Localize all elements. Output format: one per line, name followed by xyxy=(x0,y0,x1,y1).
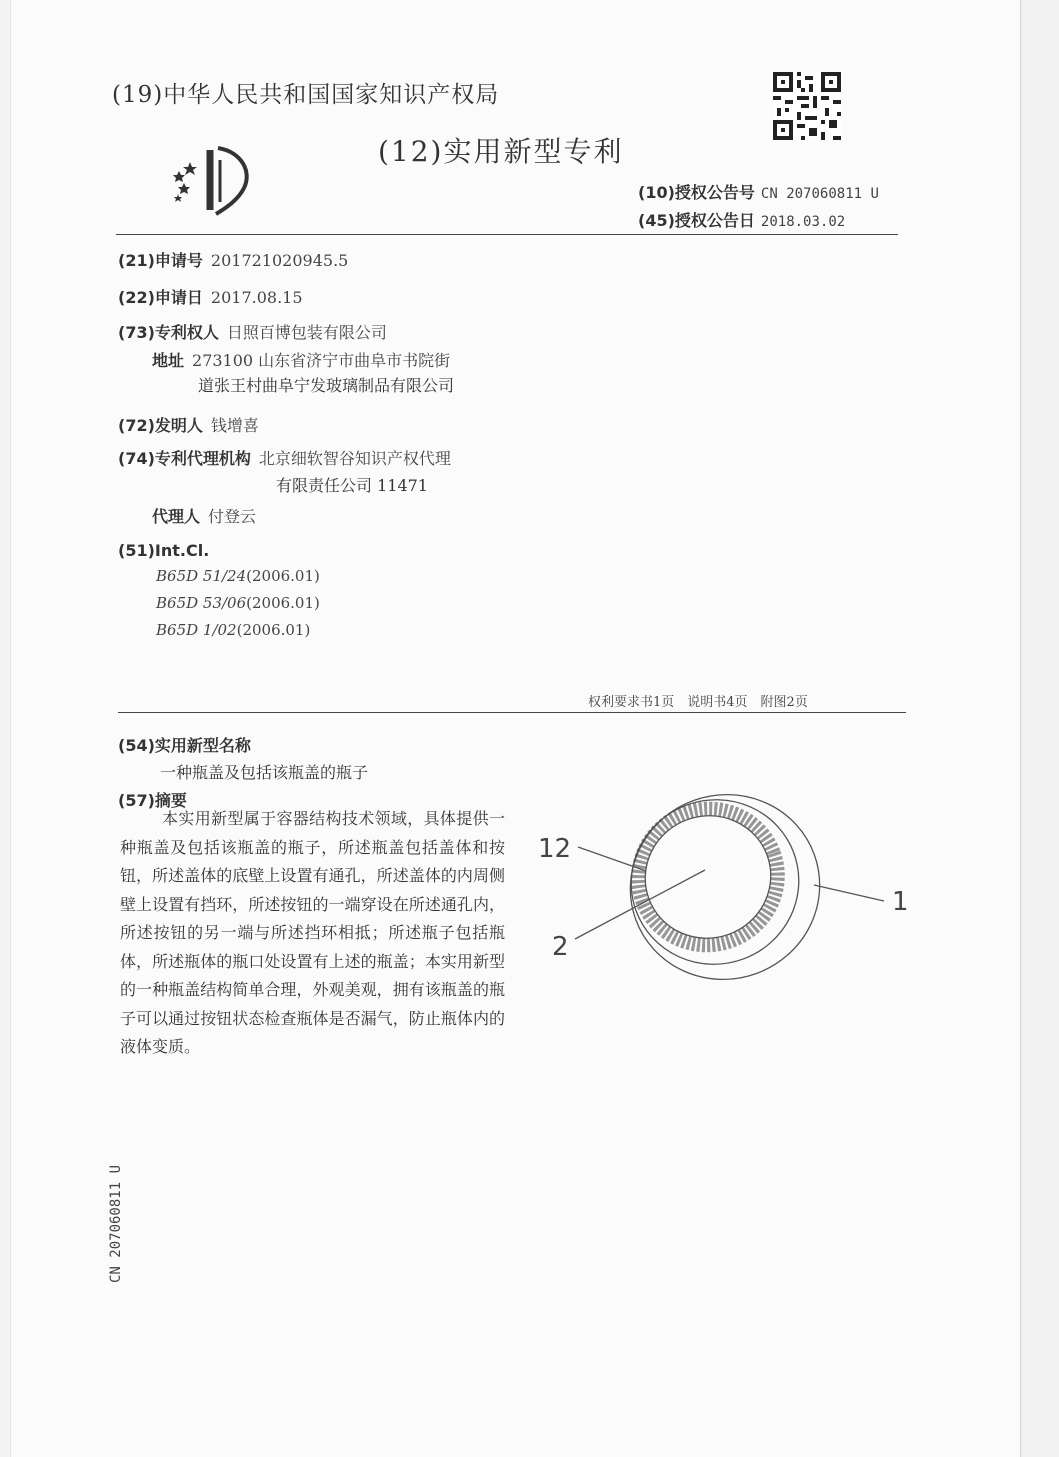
patentee-label: (73)专利权人 xyxy=(118,323,219,342)
grant-publication-number xyxy=(638,180,879,203)
grant-publication-number-value: CN 207060811 U xyxy=(760,186,879,202)
inventor-value: 钱增喜 xyxy=(210,416,259,435)
inventor xyxy=(118,413,259,436)
abstract-label-text: (57)摘要 xyxy=(118,791,187,810)
agency-label: (74)专利代理机构 xyxy=(118,449,251,468)
filing-date xyxy=(118,285,303,308)
application-number xyxy=(118,248,348,271)
figure-label: 1 xyxy=(892,887,909,917)
abstract-text: 本实用新型属于容器结构技术领域，具体提供一种瓶盖及包括该瓶盖的瓶子，所述瓶盖包括盖体和按钮，所述盖体的底壁上设置有通孔，所述盖体的内周侧壁上设置有挡环，所述按钮的一端穿设在所述通孔内，所述按钮的另一端与所述挡环相抵；所述瓶子包括瓶体，所述瓶体的瓶口处设置有上述的瓶盖；本实用新型的一种瓶盖结构简单合理，外观美观，拥有该瓶盖的瓶子可以通过按钮状态检查瓶体是否漏气，防止瓶体内的液体变质。 xyxy=(120,809,505,1056)
ipc-version: (2006.01) xyxy=(246,567,320,585)
agent-label: 代理人 xyxy=(152,507,201,526)
ipc-entry xyxy=(156,594,320,612)
patentee-value: 日照百博包装有限公司 xyxy=(226,323,387,342)
page-right-edge xyxy=(1020,0,1059,1457)
address-line-1: 273100 山东省济宁市曲阜市书院街 xyxy=(192,351,451,370)
ipc-version: (2006.01) xyxy=(236,621,311,639)
page-left-edge xyxy=(0,0,11,1457)
filing-date-value: 2017.08.15 xyxy=(210,288,303,307)
ipc-label-text: (51)Int.Cl. xyxy=(118,541,210,560)
abstract-figure xyxy=(520,775,920,995)
ipc-code: B65D 51/24 xyxy=(156,567,247,585)
utility-model-title-label xyxy=(118,733,251,756)
agency-line-1: 北京细软智谷知识产权代理 xyxy=(258,449,451,468)
leader-line-1 xyxy=(814,885,884,901)
document-type: (12)实用新型专利 xyxy=(378,135,624,168)
address-line-2: 道张王村曲阜宁发玻璃制品有限公司 xyxy=(198,376,455,395)
figure-label: 2 xyxy=(552,932,569,962)
cnipa-logo-icon xyxy=(160,138,255,218)
agency-line-2: 有限责任公司 11471 xyxy=(276,476,428,495)
address-label: 地址 xyxy=(152,351,185,370)
ipc-entry xyxy=(156,621,310,639)
ipc-entry xyxy=(156,567,320,585)
header-rule xyxy=(116,234,898,235)
ring-inner-edge xyxy=(628,798,788,956)
figure-label: 12 xyxy=(538,834,572,864)
ipc-code: B65D 53/06 xyxy=(156,594,247,612)
ipc-code: B65D 1/02 xyxy=(156,621,237,639)
patent-agency xyxy=(118,446,451,469)
inventor-label: (72)发明人 xyxy=(118,416,203,435)
grant-publication-date-value: 2018.03.02 xyxy=(760,214,846,230)
section-rule xyxy=(118,712,906,713)
title-label-text: (54)实用新型名称 xyxy=(118,736,251,755)
application-number-label: (21)申请号 xyxy=(118,251,203,270)
agent xyxy=(152,504,256,527)
ipc-label xyxy=(118,541,209,560)
grant-publication-date xyxy=(638,208,845,231)
application-number-value: 201721020945.5 xyxy=(210,251,349,270)
issuing-office: (19)中华人民共和国国家知识产权局 xyxy=(112,82,500,108)
grant-publication-number-label: (10)授权公告号 xyxy=(638,183,755,202)
grant-publication-date-label: (45)授权公告日 xyxy=(638,211,755,230)
page-counts: 权利要求书1页 说明书4页 附图2页 xyxy=(588,695,808,710)
utility-model-title: 一种瓶盖及包括该瓶盖的瓶子 xyxy=(160,763,369,782)
agent-value: 付登云 xyxy=(208,507,257,526)
filing-date-label: (22)申请日 xyxy=(118,288,203,307)
qr-code-icon xyxy=(773,72,841,140)
ipc-version: (2006.01) xyxy=(246,594,320,612)
patentee-address xyxy=(152,348,450,371)
side-publication-number: CN 207060811 U xyxy=(108,1164,124,1283)
patentee xyxy=(118,320,387,343)
